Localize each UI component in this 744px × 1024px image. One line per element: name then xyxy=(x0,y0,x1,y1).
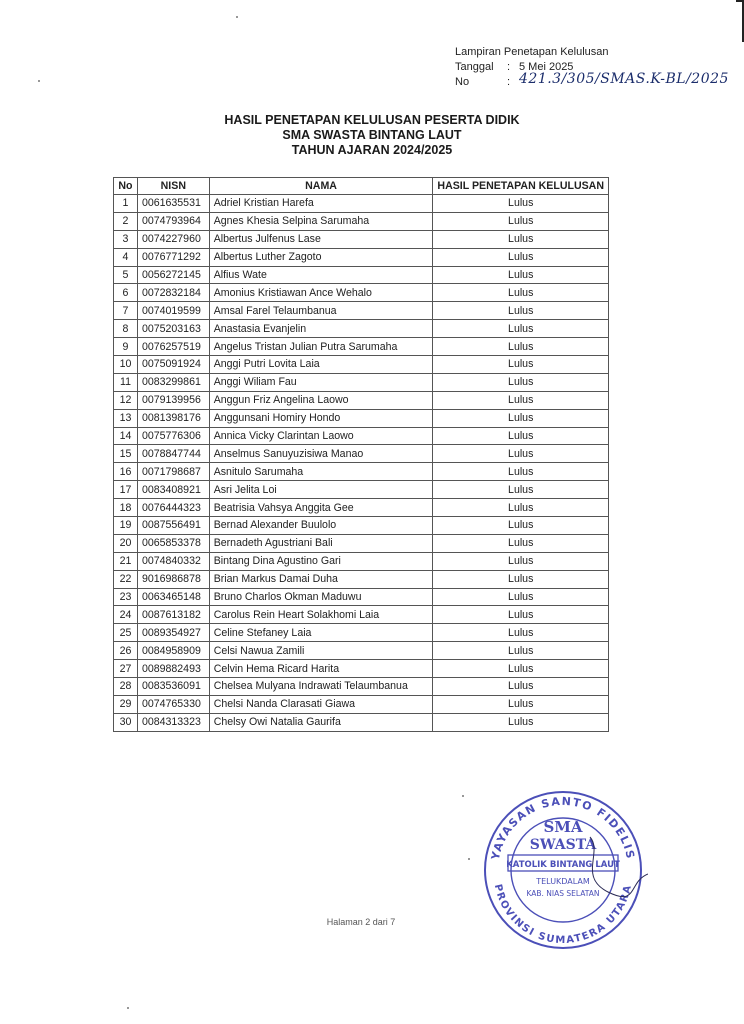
cell-nisn: 0063465148 xyxy=(137,588,209,606)
cell-hasil: Lulus xyxy=(433,660,609,678)
scan-speck xyxy=(236,16,238,18)
cell-no: 30 xyxy=(114,713,138,731)
cell-nama: Bintang Dina Agustino Gari xyxy=(209,552,433,570)
table-row xyxy=(114,570,609,588)
cell-nisn: 0074793964 xyxy=(137,212,209,230)
cell-no: 2 xyxy=(114,212,138,230)
cell-no: 12 xyxy=(114,391,138,409)
table-row xyxy=(114,391,609,409)
header-nisn: NISN xyxy=(137,178,209,195)
cell-nama: Bernad Alexander Buulolo xyxy=(209,517,433,535)
scan-speck xyxy=(462,795,464,797)
cell-hasil: Lulus xyxy=(433,481,609,499)
tanggal-colon: : xyxy=(507,61,511,73)
table-row xyxy=(114,356,609,374)
document-meta xyxy=(455,45,729,90)
cell-hasil: Lulus xyxy=(433,409,609,427)
table-row xyxy=(114,552,609,570)
title-line-1: HASIL PENETAPAN KELULUSAN PESERTA DIDIK xyxy=(224,113,520,127)
cell-nisn: 0061635531 xyxy=(137,195,209,213)
cell-nisn: 0083536091 xyxy=(137,678,209,696)
cell-nisn: 0072832184 xyxy=(137,284,209,302)
cell-no: 1 xyxy=(114,195,138,213)
cell-no: 13 xyxy=(114,409,138,427)
cell-nama: Amsal Farel Telaumbanua xyxy=(209,302,433,320)
nomor-handwritten-value: 421.3/305/SMAS.K-BL/2025 xyxy=(519,71,729,87)
table-row xyxy=(114,642,609,660)
cell-hasil: Lulus xyxy=(433,195,609,213)
cell-nisn: 0074019599 xyxy=(137,302,209,320)
cell-no: 18 xyxy=(114,499,138,517)
cell-hasil: Lulus xyxy=(433,338,609,356)
table-header-row xyxy=(114,178,609,195)
cell-nisn: 0056272145 xyxy=(137,266,209,284)
table-row xyxy=(114,248,609,266)
cell-no: 9 xyxy=(114,338,138,356)
cell-nama: Chelsi Nanda Clarasati Giawa xyxy=(209,695,433,713)
table-row xyxy=(114,409,609,427)
cell-no: 21 xyxy=(114,552,138,570)
cell-nisn: 0074840332 xyxy=(137,552,209,570)
cell-nama: Albertus Julfenus Lase xyxy=(209,230,433,248)
cell-hasil: Lulus xyxy=(433,624,609,642)
table-row xyxy=(114,606,609,624)
lampiran-line xyxy=(455,45,729,60)
cell-nama: Angelus Tristan Julian Putra Sarumaha xyxy=(209,338,433,356)
cell-nisn: 0074765330 xyxy=(137,695,209,713)
cell-no: 20 xyxy=(114,534,138,552)
cell-nama: Anggi Putri Lovita Laia xyxy=(209,356,433,374)
cell-nisn: 0084313323 xyxy=(137,713,209,731)
table-row xyxy=(114,302,609,320)
cell-hasil: Lulus xyxy=(433,678,609,696)
cell-hasil: Lulus xyxy=(433,445,609,463)
scan-edge-mark xyxy=(736,0,744,42)
cell-nama: Carolus Rein Heart Solakhomi Laia xyxy=(209,606,433,624)
cell-nama: Anggunsani Homiry Hondo xyxy=(209,409,433,427)
cell-no: 16 xyxy=(114,463,138,481)
cell-nama: Asnitulo Sarumaha xyxy=(209,463,433,481)
cell-hasil: Lulus xyxy=(433,534,609,552)
table-row xyxy=(114,230,609,248)
cell-nama: Bernadeth Agustriani Bali xyxy=(209,534,433,552)
cell-no: 5 xyxy=(114,266,138,284)
table-row xyxy=(114,534,609,552)
cell-nisn: 0065853378 xyxy=(137,534,209,552)
cell-nisn: 0074227960 xyxy=(137,230,209,248)
cell-nisn: 0084958909 xyxy=(137,642,209,660)
cell-hasil: Lulus xyxy=(433,356,609,374)
cell-no: 6 xyxy=(114,284,138,302)
cell-hasil: Lulus xyxy=(433,606,609,624)
cell-no: 11 xyxy=(114,373,138,391)
cell-no: 15 xyxy=(114,445,138,463)
cell-no: 19 xyxy=(114,517,138,535)
table-row xyxy=(114,463,609,481)
cell-hasil: Lulus xyxy=(433,463,609,481)
table-row xyxy=(114,266,609,284)
table-row xyxy=(114,427,609,445)
table-row xyxy=(114,373,609,391)
table-row xyxy=(114,481,609,499)
table-row xyxy=(114,320,609,338)
stamp-center-regency: KAB. NIAS SELATAN xyxy=(526,889,600,898)
cell-nisn: 0071798687 xyxy=(137,463,209,481)
cell-hasil: Lulus xyxy=(433,248,609,266)
cell-hasil: Lulus xyxy=(433,391,609,409)
cell-nisn: 0087556491 xyxy=(137,517,209,535)
table-row xyxy=(114,713,609,731)
cell-nisn: 0075776306 xyxy=(137,427,209,445)
cell-nisn: 0078847744 xyxy=(137,445,209,463)
table-row xyxy=(114,678,609,696)
cell-nama: Anggi Wiliam Fau xyxy=(209,373,433,391)
table-row xyxy=(114,499,609,517)
nomor-colon: : xyxy=(507,76,511,88)
cell-nama: Anastasia Evanjelin xyxy=(209,320,433,338)
cell-hasil: Lulus xyxy=(433,266,609,284)
cell-nama: Anselmus Sanuyuzisiwa Manao xyxy=(209,445,433,463)
cell-nama: Beatrisia Vahsya Anggita Gee xyxy=(209,499,433,517)
cell-hasil: Lulus xyxy=(433,642,609,660)
cell-no: 27 xyxy=(114,660,138,678)
cell-nama: Asri Jelita Loi xyxy=(209,481,433,499)
cell-nisn: 0083408921 xyxy=(137,481,209,499)
table-row xyxy=(114,445,609,463)
scan-speck xyxy=(38,80,40,82)
table-row xyxy=(114,624,609,642)
cell-no: 23 xyxy=(114,588,138,606)
cell-nama: Brian Markus Damai Duha xyxy=(209,570,433,588)
cell-no: 28 xyxy=(114,678,138,696)
cell-hasil: Lulus xyxy=(433,552,609,570)
cell-hasil: Lulus xyxy=(433,695,609,713)
cell-hasil: Lulus xyxy=(433,570,609,588)
cell-nisn: 0083299861 xyxy=(137,373,209,391)
cell-hasil: Lulus xyxy=(433,230,609,248)
header-hasil: HASIL PENETAPAN KELULUSAN xyxy=(433,178,609,195)
cell-nisn: 9016986878 xyxy=(137,570,209,588)
cell-no: 3 xyxy=(114,230,138,248)
scan-speck xyxy=(468,858,470,860)
stamp-center-swasta: SWASTA xyxy=(529,837,597,853)
nomor-line xyxy=(455,71,729,90)
cell-nisn: 0081398176 xyxy=(137,409,209,427)
cell-nama: Annica Vicky Clarintan Laowo xyxy=(209,427,433,445)
cell-hasil: Lulus xyxy=(433,713,609,731)
cell-nisn: 0075203163 xyxy=(137,320,209,338)
cell-no: 4 xyxy=(114,248,138,266)
table-row xyxy=(114,695,609,713)
cell-nisn: 0075091924 xyxy=(137,356,209,374)
stamp-ring-bottom: PROVINSI SUMATERA UTARA xyxy=(491,883,635,947)
tanggal-label: Tanggal xyxy=(455,61,494,73)
scan-speck xyxy=(127,1007,129,1009)
table-row xyxy=(114,338,609,356)
table-row xyxy=(114,660,609,678)
title-line-3: TAHUN AJARAN 2024/2025 xyxy=(291,143,453,157)
cell-no: 29 xyxy=(114,695,138,713)
tanggal-value: 5 Mei 2025 xyxy=(519,61,574,73)
cell-no: 24 xyxy=(114,606,138,624)
header-nama: NAMA xyxy=(209,178,433,195)
stamp-center-sma: SMA xyxy=(543,818,583,836)
cell-no: 17 xyxy=(114,481,138,499)
cell-nisn: 0079139956 xyxy=(137,391,209,409)
cell-no: 7 xyxy=(114,302,138,320)
cell-nisn: 0089354927 xyxy=(137,624,209,642)
cell-hasil: Lulus xyxy=(433,284,609,302)
cell-nama: Celvin Hema Ricard Harita xyxy=(209,660,433,678)
table-row xyxy=(114,517,609,535)
cell-nama: Celsi Nawua Zamili xyxy=(209,642,433,660)
cell-hasil: Lulus xyxy=(433,320,609,338)
cell-hasil: Lulus xyxy=(433,517,609,535)
table-row xyxy=(114,284,609,302)
cell-no: 26 xyxy=(114,642,138,660)
cell-hasil: Lulus xyxy=(433,212,609,230)
cell-nama: Alfius Wate xyxy=(209,266,433,284)
cell-nisn: 0076257519 xyxy=(137,338,209,356)
cell-nisn: 0087613182 xyxy=(137,606,209,624)
cell-nama: Bruno Charlos Okman Maduwu xyxy=(209,588,433,606)
table-row xyxy=(114,195,609,213)
cell-nisn: 0089882493 xyxy=(137,660,209,678)
stamp-center-school: KATOLIK BINTANG LAUT xyxy=(506,860,620,870)
cell-hasil: Lulus xyxy=(433,427,609,445)
cell-nama: Chelsea Mulyana Indrawati Telaumbanua xyxy=(209,678,433,696)
document-title-block xyxy=(0,113,744,158)
cell-nama: Anggun Friz Angelina Laowo xyxy=(209,391,433,409)
cell-no: 8 xyxy=(114,320,138,338)
page-number: Halaman 2 dari 7 xyxy=(326,917,396,927)
title-line-2: SMA SWASTA BINTANG LAUT xyxy=(282,128,462,142)
cell-nama: Chelsy Owi Natalia Gaurifa xyxy=(209,713,433,731)
cell-nama: Albertus Luther Zagoto xyxy=(209,248,433,266)
cell-nama: Agnes Khesia Selpina Sarumaha xyxy=(209,212,433,230)
cell-nama: Adriel Kristian Harefa xyxy=(209,195,433,213)
stamp-center-town: TELUKDALAM xyxy=(536,877,590,886)
cell-hasil: Lulus xyxy=(433,302,609,320)
cell-hasil: Lulus xyxy=(433,373,609,391)
cell-no: 22 xyxy=(114,570,138,588)
header-no: No xyxy=(114,178,138,195)
lampiran-text: Lampiran Penetapan Kelulusan xyxy=(455,46,609,58)
cell-nisn: 0076444323 xyxy=(137,499,209,517)
table-row xyxy=(114,588,609,606)
nomor-label: No xyxy=(455,76,470,88)
graduation-results-table xyxy=(113,177,609,732)
cell-hasil: Lulus xyxy=(433,499,609,517)
cell-nisn: 0076771292 xyxy=(137,248,209,266)
cell-no: 14 xyxy=(114,427,138,445)
cell-nama: Celine Stefaney Laia xyxy=(209,624,433,642)
table-row xyxy=(114,212,609,230)
cell-no: 25 xyxy=(114,624,138,642)
cell-no: 10 xyxy=(114,356,138,374)
stamp-ring-top: YAYASAN SANTO FIDELIS xyxy=(488,794,638,862)
cell-hasil: Lulus xyxy=(433,588,609,606)
cell-nama: Amonius Kristiawan Ance Wehalo xyxy=(209,284,433,302)
